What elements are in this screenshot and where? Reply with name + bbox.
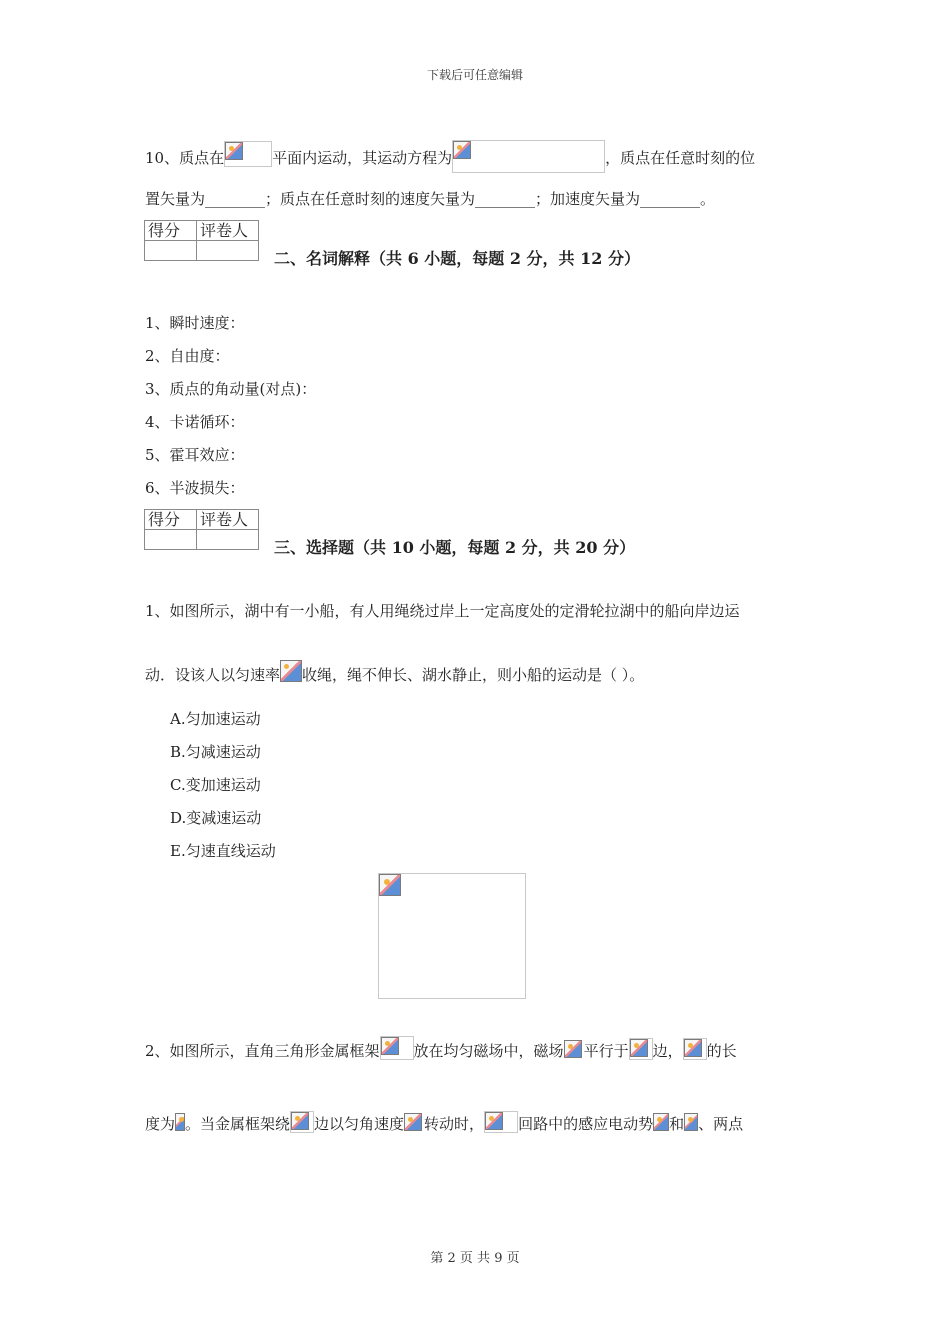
q10-line2: 置矢量为________；质点在任意时刻的速度矢量为________；加速度矢量为________。	[145, 190, 716, 208]
q2-line2	[145, 1111, 743, 1133]
broken-image-icon	[379, 874, 401, 896]
option-item: E.匀速直线运动	[170, 842, 276, 860]
formula-image-icon	[653, 1113, 669, 1133]
formula-image-icon	[683, 1038, 707, 1060]
broken-image-icon	[453, 141, 471, 159]
formula-image-icon	[629, 1038, 653, 1060]
broken-image-icon	[381, 1037, 399, 1055]
section-title: 二、名词解释（共 6 小题，每题 2 分，共 12 分）	[274, 249, 640, 268]
formula-image-icon	[684, 1113, 698, 1133]
q2-text: 放在均匀磁场中，磁场	[413, 1042, 564, 1060]
page-header: 下载后可任意编辑	[426, 68, 523, 82]
list-item: 3、质点的角动量(对点)：	[145, 380, 317, 398]
section-title: 三、选择题（共 10 小题，每题 2 分，共 20 分）	[274, 538, 636, 557]
broken-image-icon	[630, 1039, 648, 1057]
broken-image-icon	[564, 1040, 582, 1058]
q10-text-b: 平面内运动，其运动方程为	[272, 149, 453, 167]
q2-text: 度为	[145, 1115, 176, 1133]
formula-image-icon	[484, 1111, 518, 1133]
formula-image-icon	[224, 141, 272, 167]
list-item: 6、半波损失：	[145, 479, 245, 497]
q2-text: 边，	[652, 1042, 683, 1060]
q2-text: 回路中的感应电动势	[518, 1115, 654, 1133]
q2-text: 、两点	[698, 1115, 744, 1133]
broken-image-icon	[225, 142, 243, 160]
formula-image-icon	[404, 1113, 424, 1133]
score-label: 得分	[145, 510, 197, 530]
q2-text: 转动时，	[424, 1115, 485, 1133]
broken-image-icon	[485, 1112, 503, 1130]
q1-line1: 1、如图所示，湖中有一小船，有人用绳绕过岸上一定高度处的定滑轮拉湖中的船向岸边运	[145, 602, 740, 620]
score-label: 得分	[145, 221, 197, 241]
option-item: D.变减速运动	[170, 809, 262, 827]
grader-label: 评卷人	[197, 510, 259, 530]
formula-image-icon	[280, 660, 302, 682]
broken-image-icon	[684, 1039, 702, 1057]
formula-image-icon	[380, 1036, 414, 1060]
q10-line1	[145, 140, 756, 167]
grader-cell[interactable]	[197, 241, 259, 261]
list-item: 4、卡诺循环：	[145, 413, 245, 431]
grader-cell[interactable]	[197, 530, 259, 550]
q10-text-c: ，质点在任意时刻的位	[605, 149, 756, 167]
formula-image-icon	[290, 1111, 314, 1133]
q2-line1	[145, 1036, 737, 1058]
q1-text-b: 收绳，绳不伸长、湖水静止，则小船的运动是（ ）。	[302, 666, 645, 684]
figure-image	[378, 873, 526, 999]
score-table	[144, 509, 259, 550]
formula-image-icon	[564, 1040, 584, 1060]
page-footer: 第 2 页 共 9 页	[430, 1251, 520, 1266]
q2-text: 平行于	[583, 1042, 629, 1060]
list-item: 1、瞬时速度：	[145, 314, 245, 332]
q2-text: 。当金属框架绕	[185, 1115, 291, 1133]
q2-text: 和	[669, 1115, 685, 1133]
list-item: 2、自由度：	[145, 347, 230, 365]
broken-image-icon	[684, 1113, 698, 1131]
q1-line2	[145, 660, 644, 682]
grader-label: 评卷人	[197, 221, 259, 241]
q2-text: 2、如图所示，直角三角形金属框架	[145, 1042, 380, 1060]
formula-image-icon	[452, 140, 605, 173]
list-item: 5、霍耳效应：	[145, 446, 245, 464]
q2-text: 边以匀角速度	[314, 1115, 405, 1133]
q1-text-a: 动．设该人以匀速率	[145, 666, 281, 684]
score-cell[interactable]	[145, 241, 197, 261]
q10-text-a: 10、质点在	[145, 149, 225, 167]
option-item: B.匀减速运动	[170, 743, 261, 761]
option-item: A.匀加速运动	[170, 710, 261, 728]
option-item: C.变加速运动	[170, 776, 261, 794]
q2-text: 的长	[706, 1042, 737, 1060]
broken-image-icon	[280, 660, 302, 682]
broken-image-icon	[404, 1113, 422, 1131]
broken-image-icon	[653, 1113, 669, 1131]
score-table	[144, 220, 259, 261]
score-cell[interactable]	[145, 530, 197, 550]
formula-image-icon	[175, 1113, 185, 1133]
broken-image-icon	[291, 1112, 309, 1130]
broken-image-icon	[175, 1113, 185, 1131]
